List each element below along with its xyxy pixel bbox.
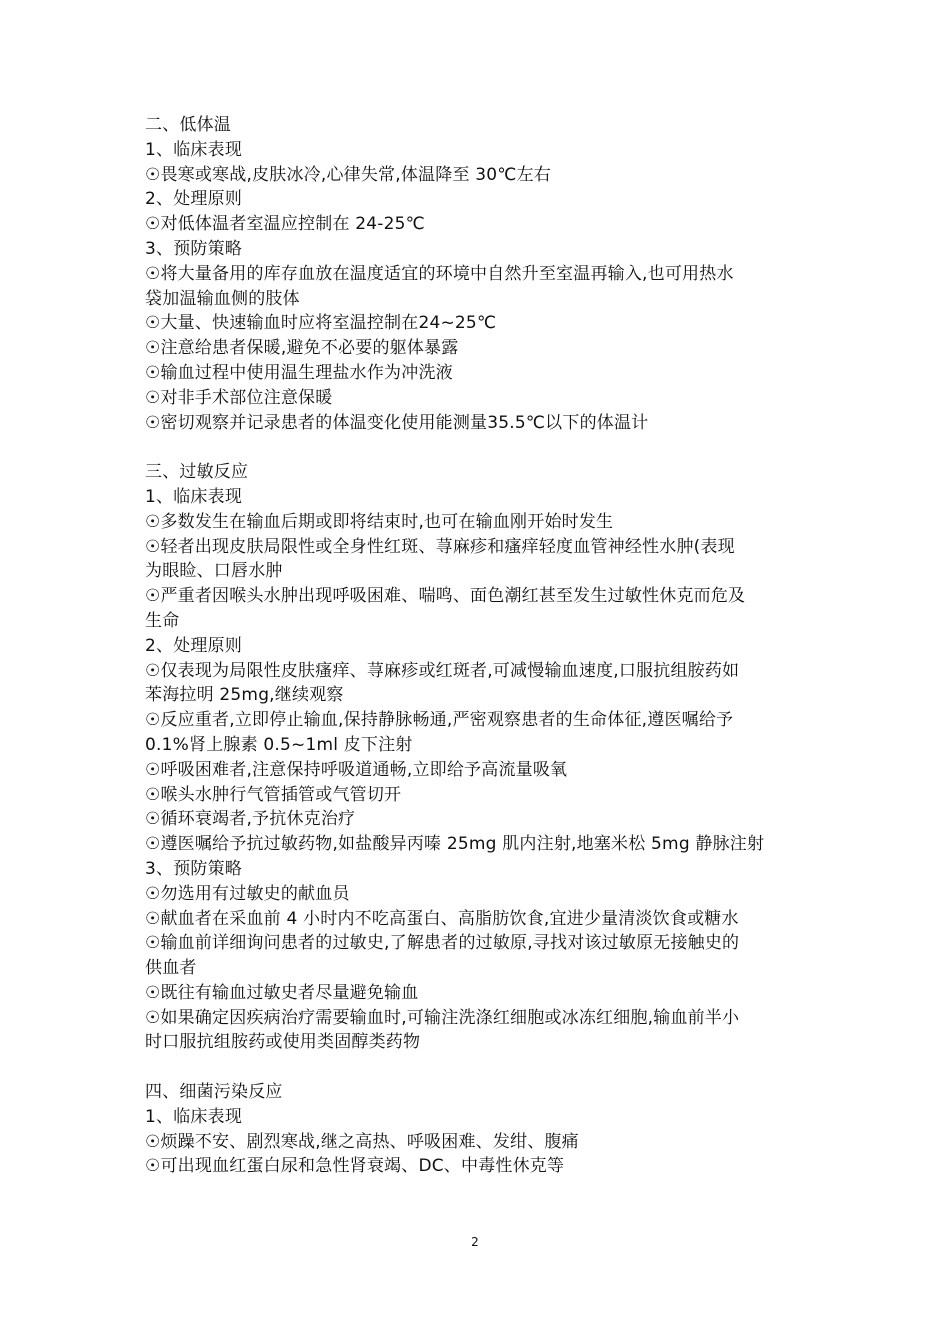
text-line: ☉呼吸困难者,注意保持呼吸道通畅,立即给予高流量吸氧 <box>145 759 568 780</box>
section-heading: 二、低体温 <box>145 115 231 135</box>
text-line: ☉轻者出现皮肤局限性或全身性红斑、荨麻疹和瘙痒轻度血管神经性水肿(表现 <box>145 536 735 557</box>
text-line: ☉烦躁不安、剧烈寒战,继之高热、呼吸困难、发绀、腹痛 <box>145 1131 579 1152</box>
section <box>145 460 813 1055</box>
text-line: ☉勿选用有过敏史的献血员 <box>145 883 350 904</box>
text-line: 袋加温输血侧的肢体 <box>145 288 300 309</box>
text-line: ☉仅表现为局限性皮肤瘙痒、荨麻疹或红斑者,可减慢输血速度,口服抗组胺药如 <box>145 660 740 681</box>
text-line: 为眼睑、口唇水肿 <box>145 561 283 582</box>
section <box>145 113 813 435</box>
text-line: 苯海拉明 25mg,继续观察 <box>145 685 344 706</box>
text-line: 生命 <box>145 610 180 631</box>
text-line: ☉畏寒或寒战,皮肤冰冷,心律失常,体温降至 30℃左右 <box>145 164 551 185</box>
text-line: ☉既往有输血过敏史者尽量避免输血 <box>145 982 419 1003</box>
text-line: ☉对非手术部位注意保暖 <box>145 387 333 408</box>
section <box>145 1080 813 1179</box>
text-line: ☉遵医嘱给予抗过敏药物,如盐酸异丙嗪 25mg 肌内注射,地塞米松 5mg 静脉注射 <box>145 834 765 855</box>
text-line: 0.1%肾上腺素 0.5~1ml 皮下注射 <box>145 734 413 755</box>
text-line: ☉严重者因喉头水肿出现呼吸困难、喘鸣、面色潮红甚至发生过敏性休克而危及 <box>145 586 746 607</box>
text-line: ☉反应重者,立即停止输血,保持静脉畅通,严密观察患者的生命体征,遵医嘱给予 <box>145 710 734 731</box>
text-line: ☉献血者在采血前 4 小时内不吃高蛋白、高脂肪饮食,宜进少量清淡饮食或糖水 <box>145 908 739 929</box>
text-line: 2、处理原则 <box>145 635 243 656</box>
text-line: 1、临床表现 <box>145 1106 243 1127</box>
text-line: ☉密切观察并记录患者的体温变化使用能测量35.5℃以下的体温计 <box>145 412 649 433</box>
text-line: ☉注意给患者保暖,避免不必要的躯体暴露 <box>145 338 459 359</box>
text-line: ☉输血过程中使用温生理盐水作为冲洗液 <box>145 362 453 383</box>
text-line: 3、预防策略 <box>145 858 243 879</box>
text-line: 2、处理原则 <box>145 189 243 210</box>
page-number: 2 <box>471 1235 479 1249</box>
section-spacer <box>145 435 813 460</box>
text-line: 时口服抗组胺药或使用类固醇类药物 <box>145 1032 421 1053</box>
text-line: 1、临床表现 <box>145 139 243 160</box>
text-line: 3、预防策略 <box>145 238 243 259</box>
text-line: ☉循环衰竭者,予抗休克治疗 <box>145 809 356 830</box>
text-line: ☉可出现血红蛋白尿和急性肾衰竭、DC、中毒性休克等 <box>145 1156 565 1177</box>
text-line: ☉大量、快速输血时应将室温控制在24~25℃ <box>145 313 497 334</box>
text-line: ☉喉头水肿行气管插管或气管切开 <box>145 784 402 805</box>
text-line: 1、临床表现 <box>145 486 243 507</box>
text-line: ☉多数发生在输血后期或即将结束时,也可在输血刚开始时发生 <box>145 511 614 532</box>
section-spacer <box>145 1055 813 1080</box>
text-line: ☉输血前详细询问患者的过敏史,了解患者的过敏原,寻找对该过敏原无接触史的 <box>145 933 740 954</box>
text-line: 供血者 <box>145 958 197 979</box>
text-line: ☉对低体温者室温应控制在 24-25℃ <box>145 214 425 235</box>
document-body <box>145 113 813 1179</box>
text-line: ☉如果确定因疾病治疗需要输血时,可输注洗涤红细胞或冰冻红细胞,输血前半小 <box>145 1007 740 1028</box>
section-heading: 三、过敏反应 <box>145 462 249 483</box>
section-heading: 四、细菌污染反应 <box>145 1082 283 1103</box>
text-line: ☉将大量备用的库存血放在温度适宜的环境中自然升至室温再输入,也可用热水 <box>145 263 734 284</box>
